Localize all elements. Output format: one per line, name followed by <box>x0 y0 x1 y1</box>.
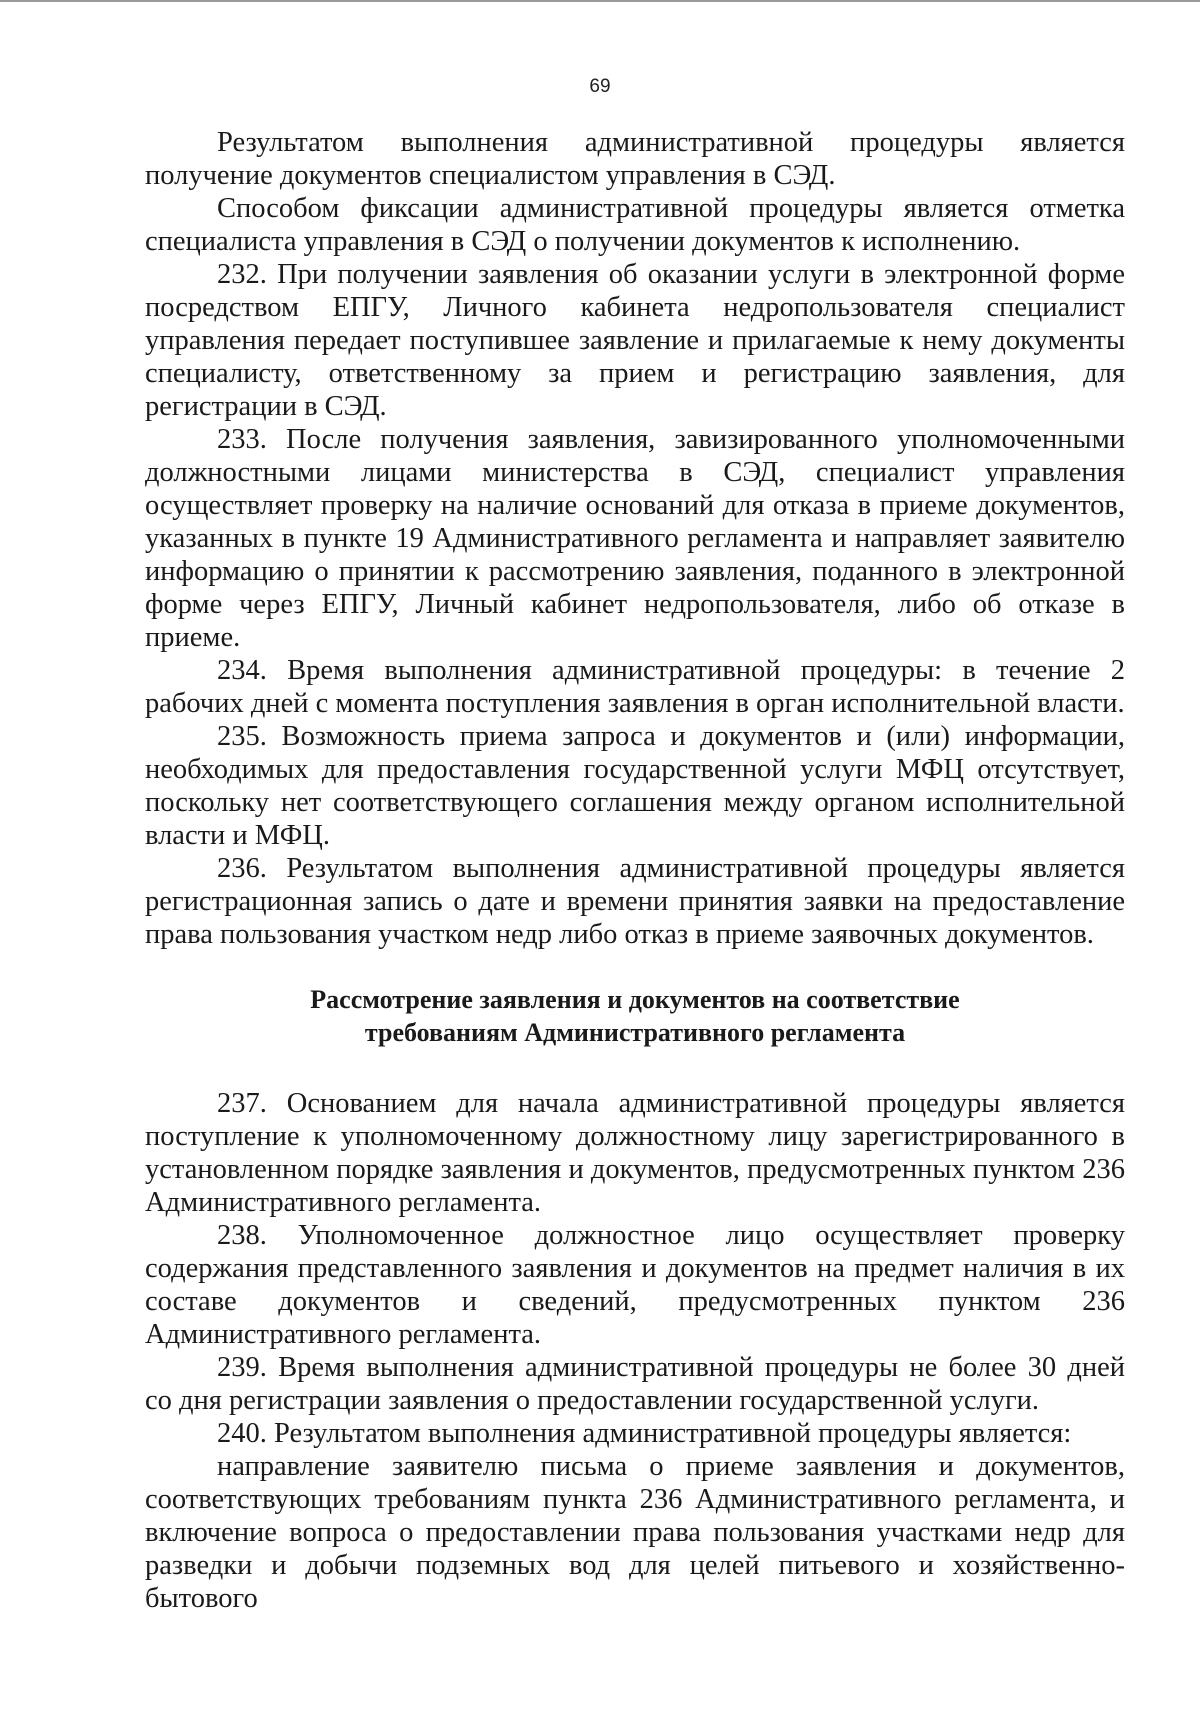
paragraph-240-item: направление заявителю письма о приеме заявления и документов, соответствующих требованиям пункта 236 Административного регламента, и включение вопроса о предоставлении права пользования участками недр для разведки и добычи подземных вод для целей питьевого и хозяйственно-бытового <box>145 1451 1125 1614</box>
paragraph-237: 237. Основанием для начала административной процедуры является поступление к уполномоченному должностному лицу зарегистрированного в установленном порядке заявления и документов, предусмотренных пунктом 236 Административного регламента. <box>145 1088 1125 1218</box>
paragraph-240: 240. Результатом выполнения административной процедуры является: <box>217 1418 1072 1449</box>
document-body <box>145 126 1125 1615</box>
paragraph-238: 238. Уполномоченное должностное лицо осуществляет проверку содержания представленного заявления и документов на предмет наличия в их составе документов и сведений, предусмотренных пунктом 236 Административного регламента. <box>145 1220 1125 1350</box>
paragraph-234: 234. Время выполнения административной процедуры: в течение 2 рабочих дней с момента поступления заявления в орган исполнительной власти. <box>145 655 1125 719</box>
section-heading-line-2: требованиям Административного регламента <box>364 1018 906 1047</box>
section-heading <box>145 983 1125 1049</box>
paragraph-232: 232. При получении заявления об оказании услуги в электронной форме посредством ЕПГУ, Личного кабинета недропользователя специалист управления передает поступившее заявление и прилагаемые к нему документы специалисту, ответственному за прием и регистрацию заявления, для регистрации в СЭД. <box>145 259 1125 422</box>
paragraph-235: 235. Возможность приема запроса и документов и (или) информации, необходимых для предоставления государственной услуги МФЦ отсутствует, поскольку нет соответствующего соглашения между органом исполнительной власти и МФЦ. <box>145 721 1125 851</box>
paragraph: Способом фиксации административной процедуры является отметка специалиста управления в СЭД о получении документов к исполнению. <box>145 193 1125 257</box>
paragraph-233: 233. После получения заявления, завизированного уполномоченными должностными лицами министерства в СЭД, специалист управления осуществляет проверку на наличие оснований для отказа в приеме документов, указанных в пункте 19 Административного регламента и направляет заявителю информацию о принятии к рассмотрению заявления, поданного в электронной форме через ЕПГУ, Личный кабинет недропользователя, либо об отказе в приеме. <box>145 424 1125 653</box>
paragraph-236: 236. Результатом выполнения административной процедуры является регистрационная запись о дате и времени принятия заявки на предоставление права пользования участком недр либо отказ в приеме заявочных документов. <box>145 853 1125 950</box>
paragraph: Результатом выполнения административной процедуры является получение документов специалистом управления в СЭД. <box>145 127 1125 191</box>
page-number: 69 <box>589 76 611 97</box>
scan-top-edge <box>0 0 1200 2</box>
section-heading-line-1: Рассмотрение заявления и документов на соответствие <box>310 985 960 1014</box>
paragraph-239: 239. Время выполнения административной процедуры не более 30 дней со дня регистрации заявления о предоставлении государственной услуги. <box>145 1352 1125 1416</box>
